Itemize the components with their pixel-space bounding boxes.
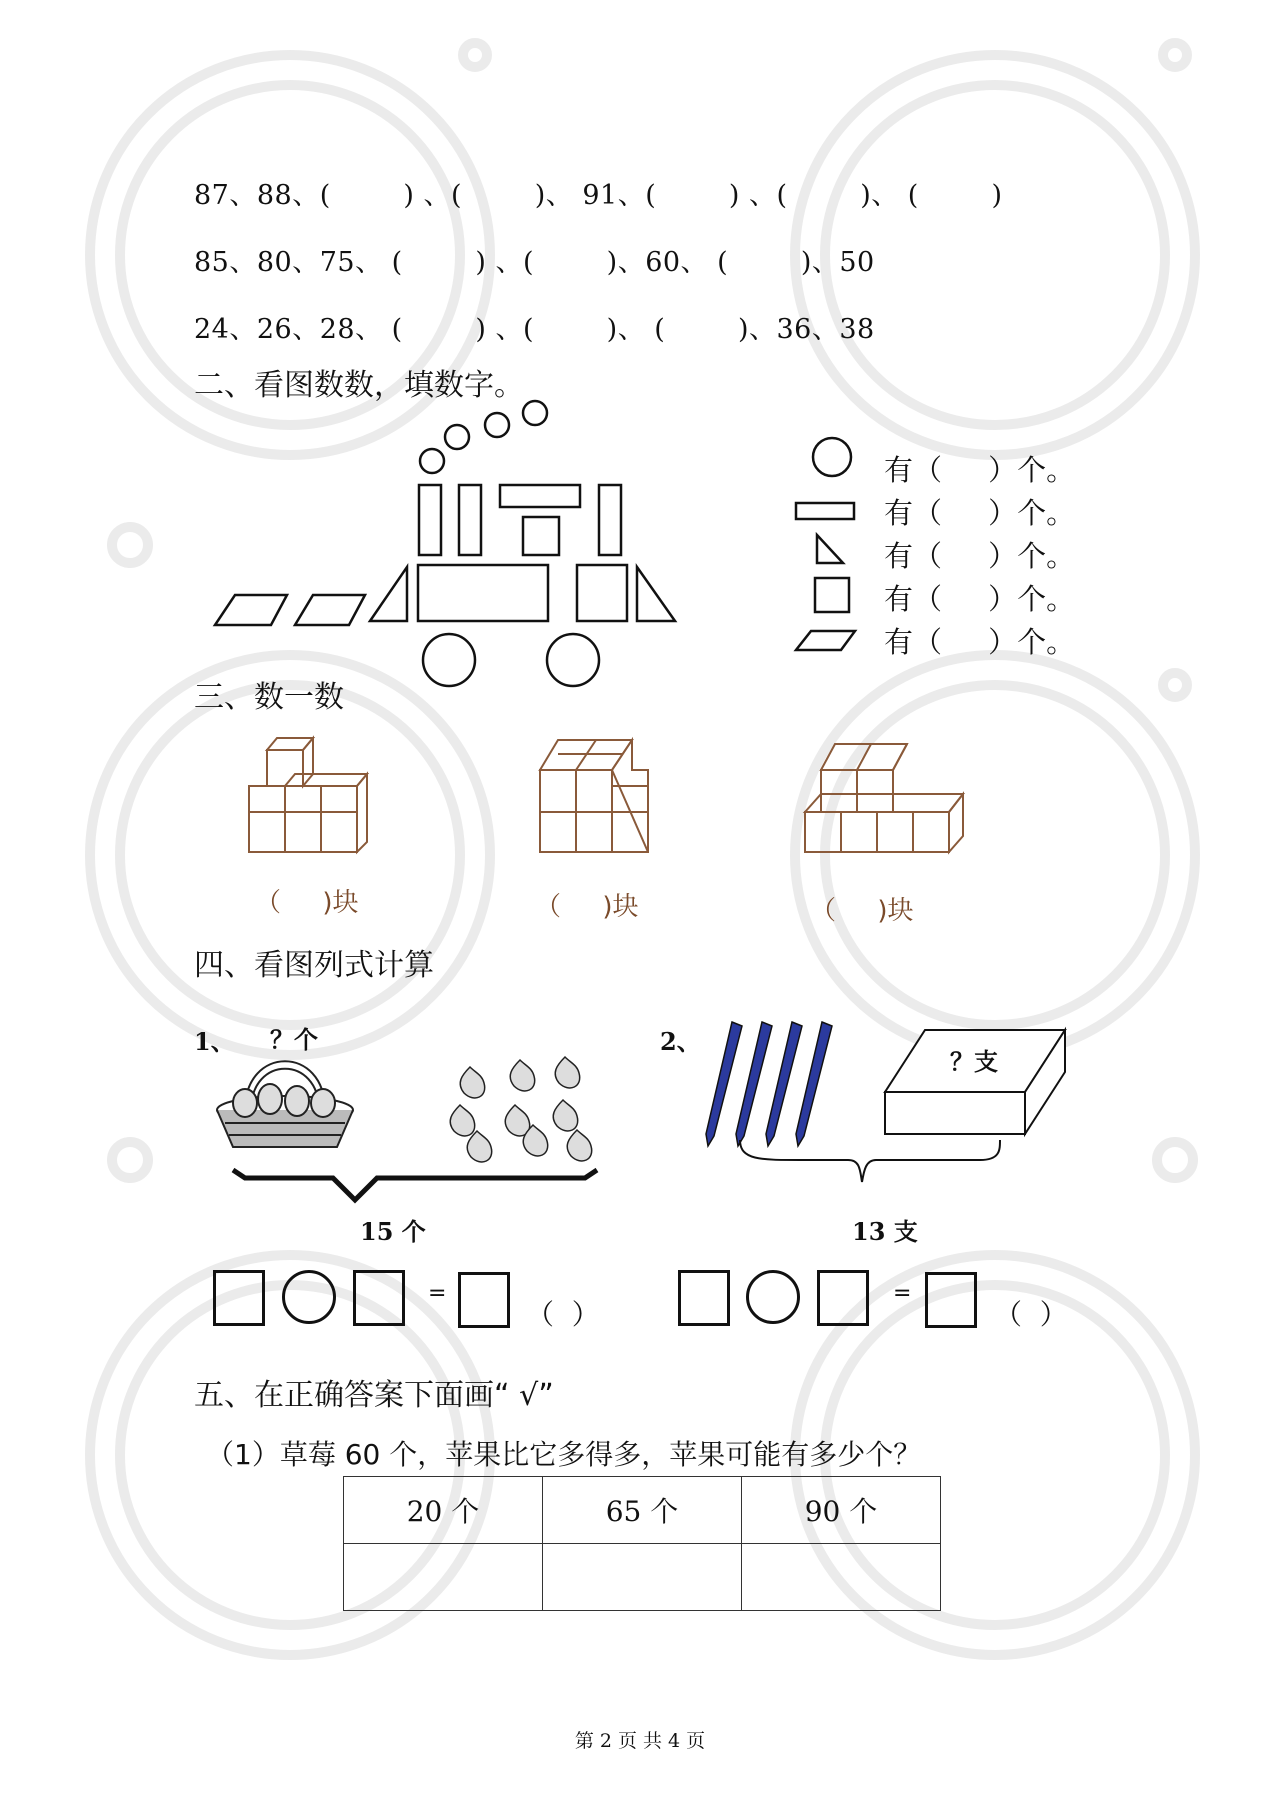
answer-box[interactable] [353,1270,405,1326]
cube-blocks-figure [245,730,1145,870]
pen-icon [706,1022,832,1146]
section-4-title: 四、看图列式计算 [194,948,434,983]
answer-box[interactable] [817,1270,869,1326]
block-count-3: （ )块 [810,896,914,926]
count-row-square: 有（ ）个。 [884,582,1076,616]
problem-2-number: 2、 [660,1027,701,1056]
block-count-2: （ )块 [535,892,639,922]
problem-1-question: ？个 [270,1025,318,1054]
block-count-1: （ )块 [255,888,359,918]
answer-table [343,1476,941,1611]
section-3-title: 三、数一数 [194,680,344,715]
problem-2-total: 13 支 [852,1217,918,1246]
count-row-parallelogram: 有（ ）个。 [884,625,1076,659]
result-box[interactable] [458,1272,510,1328]
cube-block-2 [540,740,648,852]
question-1: （1）草莓 60 个，苹果比它多得多，苹果可能有多少个？ [206,1438,922,1471]
pens-figure [680,1010,1070,1210]
basket-icon [217,1061,353,1147]
count-row-circle: 有（ ）个。 [884,453,1076,487]
count-row-rectangle: 有（ ）个。 [884,496,1076,530]
check-cell[interactable] [742,1544,941,1611]
equals-sign: = [893,1281,912,1306]
shape-legend [793,435,873,660]
option-cell: 20 个 [344,1477,543,1544]
cube-block-1 [249,738,367,852]
operator-circle[interactable] [282,1270,336,1324]
unit-blank: （ ） [994,1298,1068,1331]
problem-2-question: ？支 [950,1047,998,1076]
table-row [344,1477,941,1544]
table-row [344,1544,941,1611]
check-cell[interactable] [344,1544,543,1611]
result-box[interactable] [925,1272,977,1328]
pear-icon [450,1057,591,1162]
operator-circle[interactable] [746,1270,800,1324]
page-footer: 第 2 页 共 4 页 [574,1730,706,1752]
option-cell: 90 个 [742,1477,941,1544]
brace-2 [740,1140,1000,1182]
option-cell: 65 个 [543,1477,742,1544]
problem-1-number: 1、 [194,1027,235,1056]
sequence-line-1: 87、88、( ) 、( )、 91、( ) 、( )、 ( ) [194,180,1003,211]
sequence-line-3: 24、26、28、 ( ) 、( )、 ( )、36、38 [194,314,875,345]
equals-sign: = [428,1281,447,1306]
brace-1 [233,1170,597,1200]
train-figure [205,395,685,695]
unit-blank: （ ） [526,1298,600,1331]
answer-box[interactable] [213,1270,265,1326]
section-2-title: 二、看图数数，填数字。 [194,368,524,403]
sequence-line-2: 85、80、75、 ( ) 、( )、60、 ( )、50 [194,247,875,278]
answer-box[interactable] [678,1270,730,1326]
count-row-triangle: 有（ ）个。 [884,539,1076,573]
problem-1-total: 15 个 [360,1217,426,1246]
pears-figure [215,1045,605,1210]
section-5-title: 五、在正确答案下面画“ √” [194,1378,554,1413]
check-cell[interactable] [543,1544,742,1611]
cube-block-3 [805,744,963,852]
